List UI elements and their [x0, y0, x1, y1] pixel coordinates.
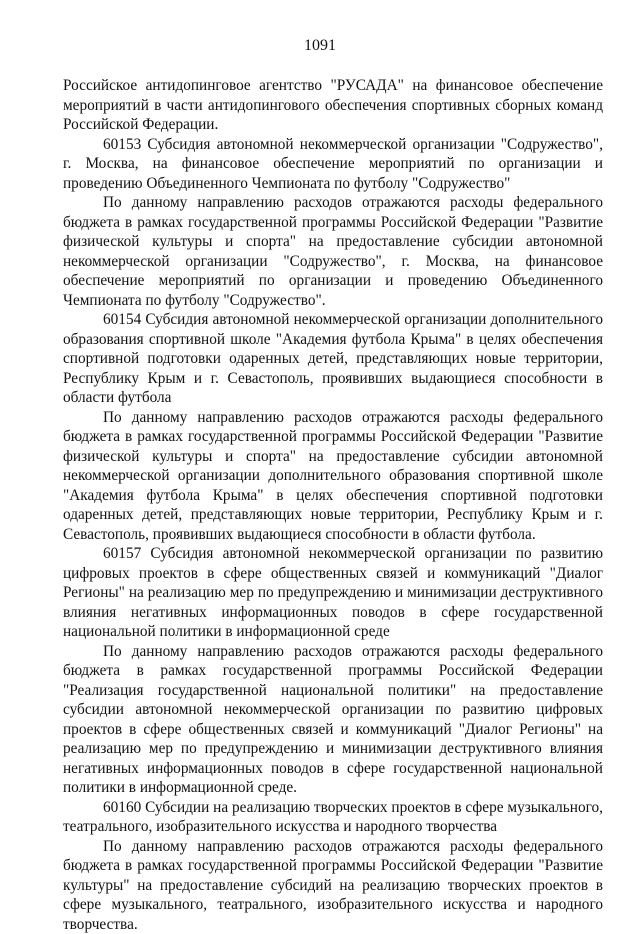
paragraph-60160-description: По данному направлению расходов отражаются расходы федерального бюджета в рамках государственной программы Российской Федерации "Развитие культуры" на предоставление субсидий на реализацию творческих проектов в сфере музыкального, театрального, изобразительного искусства и народного творчества. [63, 837, 603, 934]
paragraph-60160-heading: 60160 Субсидии на реализацию творческих проектов в сфере музыкального, театрального, изобразительного искусства и народного творчества [63, 798, 603, 837]
paragraph-60157-heading: 60157 Субсидия автономной некоммерческой организации по развитию цифровых проектов в сфере общественных связей и коммуникаций "Диалог Регионы" на реализацию мер по предупреждению и минимизации деструктивного влияния негативных информационных поводов в сфере государственной национальной политики в информационной среде [63, 544, 603, 642]
paragraph-60157-description: По данному направлению расходов отражаются расходы федерального бюджета в рамках государственной программы Российской Федерации "Реализация государственной национальной политики" на предоставление субсидии автономной некоммерческой организации по развитию цифровых проектов в сфере общественных связей и коммуникаций "Диалог Регионы" на реализацию мер по предупреждению и минимизации деструктивного влияния негативных информационных поводов в сфере государственной национальной политики в информационной среде. [63, 642, 603, 798]
paragraph-60153-heading: 60153 Субсидия автономной некоммерческой организации "Содружество", г. Москва, на финансовое обеспечение мероприятий по организации и проведению Объединенного Чемпионата по футболу "Содружество" [63, 135, 603, 194]
document-body [63, 76, 603, 934]
paragraph-60153-description: По данному направлению расходов отражаются расходы федерального бюджета в рамках государственной программы Российской Федерации "Развитие физической культуры и спорта" на предоставление субсидии автономной некоммерческой организации "Содружество", г. Москва, на финансовое обеспечение мероприятий по организации и проведению Объединенного Чемпионата по футболу "Содружество". [63, 193, 603, 310]
paragraph-rusada-continuation: Российское антидопинговое агентство "РУСАДА" на финансовое обеспечение мероприятий в части антидопингового обеспечения спортивных сборных команд Российской Федерации. [63, 76, 603, 135]
paragraph-60154-heading: 60154 Субсидия автономной некоммерческой организации дополнительного образования спортивной школе "Академия футбола Крыма" в целях обеспечения спортивной подготовки одаренных детей, представляющих новые территории, Республику Крым и г. Севастополь, проявивших выдающиеся способности в области футбола [63, 310, 603, 408]
page-number: 1091 [0, 36, 640, 56]
paragraph-60154-description: По данному направлению расходов отражаются расходы федерального бюджета в рамках государственной программы Российской Федерации "Развитие физической культуры и спорта" на предоставление субсидии автономной некоммерческой организации дополнительного образования спортивной школе "Академия футбола Крыма" в целях обеспечения спортивной подготовки одаренных детей, представляющих новые территории, Республику Крым и г. Севастополь, проявивших выдающиеся способности в области футбола. [63, 408, 603, 545]
